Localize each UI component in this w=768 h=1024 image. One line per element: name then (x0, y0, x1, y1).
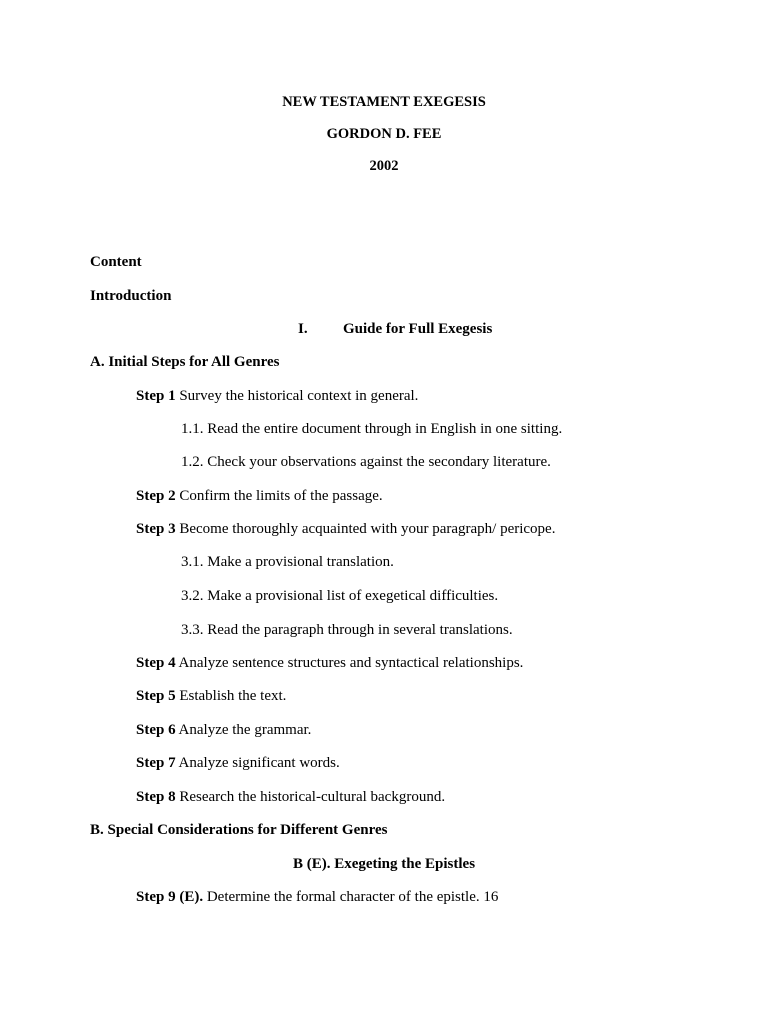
step-1 (136, 387, 418, 405)
substep-3-1: 3.1. Make a provisional translation. (181, 554, 394, 570)
step-text: Analyze significant words. (178, 755, 340, 771)
step-label: Step 2 (136, 488, 176, 504)
step-label: Step 3 (136, 521, 176, 537)
document-year: 2002 (369, 158, 399, 174)
step-3 (136, 520, 555, 538)
step-9 (136, 888, 498, 906)
step-6 (136, 721, 311, 739)
step-5 (136, 687, 286, 705)
epistles-heading: B (E). Exegeting the Epistles (292, 856, 476, 872)
step-label: Step 7 (136, 755, 176, 771)
step-text: Establish the text. (179, 688, 287, 704)
introduction-heading: Introduction (90, 288, 172, 304)
step-label: Step 6 (136, 722, 176, 738)
substep-1-2: 1.2. Check your observations against the secondary literature. (181, 454, 551, 470)
substep-3-3: 3.3. Read the paragraph through in several translations. (181, 622, 513, 638)
section-title: Guide for Full Exegesis (343, 321, 493, 337)
step-4 (136, 654, 523, 672)
step-2 (136, 487, 383, 505)
step-text: Become thoroughly acquainted with your paragraph/ pericope. (179, 521, 556, 537)
substep-1-1: 1.1. Read the entire document through in English in one sitting. (181, 421, 563, 437)
step-text: Analyze sentence structures and syntactical relationships. (178, 655, 524, 671)
step-text: Research the historical-cultural background. (179, 789, 446, 805)
step-label: Step 5 (136, 688, 176, 704)
section-numeral: I. (298, 321, 308, 337)
document-title: NEW TESTAMENT EXEGESIS (282, 94, 486, 110)
part-b-heading: B. Special Considerations for Different Genres (90, 822, 388, 838)
step-7 (136, 754, 340, 772)
step-text: Determine the formal character of the epistle. 16 (206, 889, 499, 905)
document-author: GORDON D. FEE (326, 126, 442, 142)
step-label: Step 9 (E). (136, 889, 204, 905)
step-label: Step 1 (136, 388, 176, 404)
step-label: Step 8 (136, 789, 176, 805)
step-text: Analyze the grammar. (178, 722, 312, 738)
substep-3-2: 3.2. Make a provisional list of exegetical difficulties. (181, 588, 499, 604)
step-text: Survey the historical context in general. (179, 388, 419, 404)
step-text: Confirm the limits of the passage. (179, 488, 383, 504)
step-label: Step 4 (136, 655, 176, 671)
content-heading: Content (90, 254, 142, 270)
part-a-heading: A. Initial Steps for All Genres (90, 354, 280, 370)
step-8 (136, 788, 445, 806)
